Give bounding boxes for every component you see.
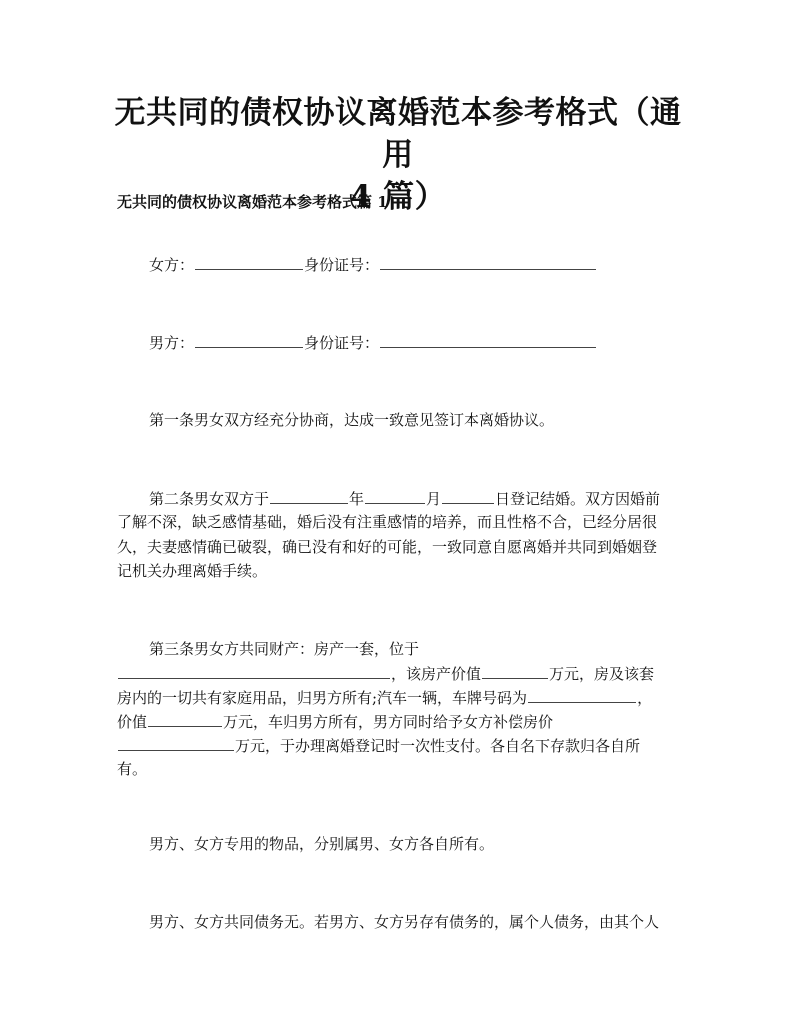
female-label: 女方： (149, 256, 195, 274)
car-plate-blank (528, 685, 636, 703)
female-name-blank (195, 252, 303, 270)
title-line-2: 4 篇） (349, 179, 447, 215)
car-plate-text: 房内的一切共有家庭用品，归男方所有;汽车一辆，车牌号码为 (117, 689, 528, 707)
day-suffix: 日登记结婚。双方因婚前 (495, 490, 661, 508)
year-blank (270, 486, 348, 504)
article-3-line-1: 第三条男女方共同财产：房产一套，位于 (149, 640, 420, 658)
male-party-line (149, 330, 597, 355)
compensation-blank (118, 733, 234, 751)
article-2-line-1 (149, 486, 660, 511)
male-label: 男方： (149, 334, 195, 352)
compensation-suffix: 万元，于办理离婚登记时一次性支付。各自名下存款归各自所 (235, 737, 641, 755)
female-party-line (149, 252, 597, 277)
title-line-1: 无共同的债权协议离婚范本参考格式（通用 (114, 95, 682, 173)
article-3-line-6: 有。 (117, 760, 148, 778)
male-id-label: 身份证号： (304, 334, 380, 352)
article-1: 第一条男女双方经充分协商，达成一致意见签订本离婚协议。 (149, 411, 555, 429)
property-value-suffix: 万元，房及该套 (549, 665, 655, 683)
male-name-blank (195, 330, 303, 348)
property-value-label: ，该房产价值 (391, 665, 482, 683)
car-value-suffix: 万元，车归男方所有，男方同时给予女方补偿房价 (223, 713, 554, 731)
article-2-line-3: 久，夫妻感情确已破裂，确已没有和好的可能，一致同意自愿离婚并共同到婚姻登 (117, 538, 658, 556)
female-id-blank (380, 252, 596, 270)
article-3-line-2 (117, 661, 654, 686)
car-value-label: 价值 (117, 713, 148, 731)
property-value-blank (482, 661, 548, 679)
debts-clause: 男方、女方共同债务无。若男方、女方另存有债务的，属个人债务，由其个人 (149, 913, 660, 931)
month-blank (365, 486, 425, 504)
article-2-line-2: 了解不深，缺乏感情基础，婚后没有注重感情的培养，而且性格不合，已经分居很 (117, 513, 658, 531)
month-label: 月 (426, 490, 442, 508)
male-id-blank (380, 330, 596, 348)
female-id-label: 身份证号： (304, 256, 380, 274)
article-3-line-3 (117, 685, 652, 710)
section-heading: 无共同的债权协议离婚范本参考格式篇 1 (117, 193, 388, 211)
car-value-blank (148, 709, 222, 727)
article-2-prefix: 第二条男女双方于 (149, 490, 270, 508)
article-2-line-4: 记机关办理离婚手续。 (117, 562, 268, 580)
year-label: 年 (349, 490, 365, 508)
article-3-line-5 (117, 733, 640, 758)
personal-items-clause: 男方、女方专用的物品，分别属男、女方各自所有。 (149, 835, 495, 853)
article-3-line-4 (117, 709, 553, 734)
car-plate-suffix: ， (637, 689, 653, 707)
property-address-blank (118, 661, 390, 679)
day-blank (442, 486, 494, 504)
